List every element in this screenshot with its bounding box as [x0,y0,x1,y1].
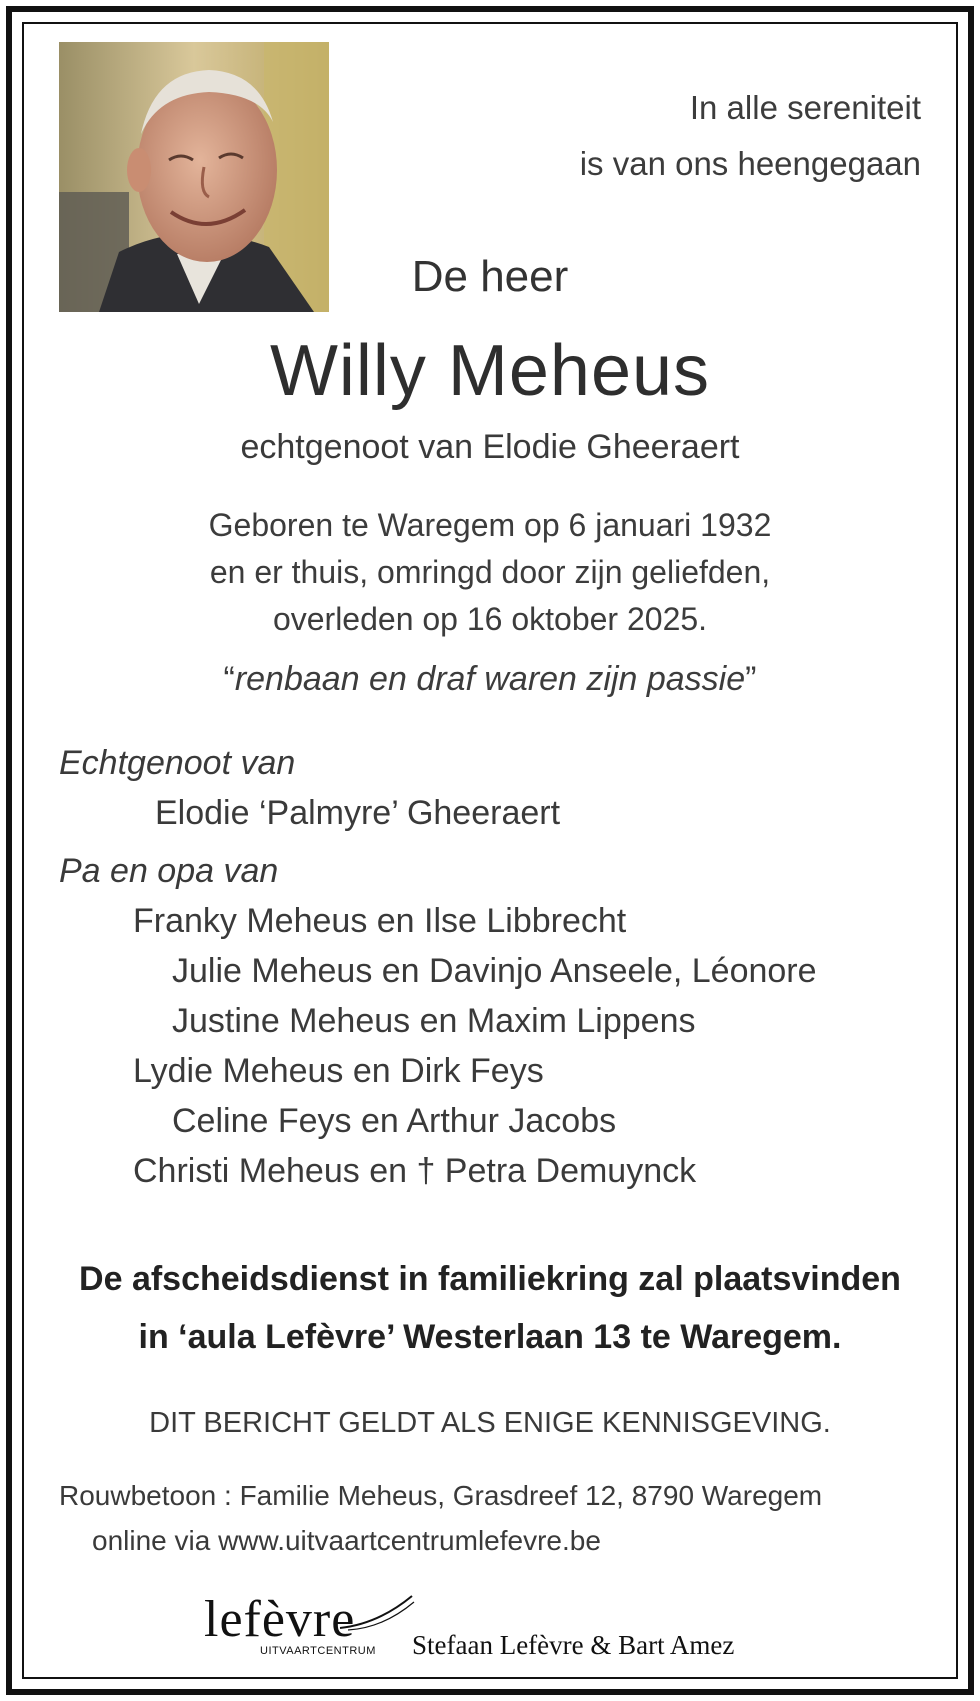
family-member: Franky Meheus en Ilse Libbrecht [133,902,627,940]
family-member: Christi Meheus en † Petra Demuynck [133,1152,697,1190]
family-member: Celine Feys en Arthur Jacobs [172,1102,617,1140]
logo-swoosh-icon [338,1594,418,1634]
condolence-online-link[interactable]: online via www.uitvaartcentrumlefevre.be [92,1525,601,1556]
spouse-line: echtgenoot van Elodie Gheeraert [240,428,740,466]
funeral-directors: Stefaan Lefèvre & Bart Amez [412,1630,735,1660]
funeral-home-logo-word: lefèvre [204,1591,356,1648]
quote-open-mark: “ [223,660,235,698]
children-heading: Pa en opa van [59,852,279,890]
biography [0,502,980,643]
condolence-address: Rouwbetoon : Familie Meheus, Grasdreef 12, 8790 Waregem [59,1480,823,1511]
announcement-header [580,80,921,192]
bio-line-1: Geboren te Waregem op 6 januari 1932 [208,507,772,543]
spouse-name: Elodie ‘Palmyre’ Gheeraert [155,794,561,832]
quote-close-mark: ” [745,660,757,698]
funeral-home-logo-subtitle: UITVAARTCENTRUM [260,1645,376,1657]
bio-line-3: overleden op 16 oktober 2025. [272,601,708,637]
family-member: Lydie Meheus en Dirk Feys [133,1052,544,1090]
bio-line-2: en er thuis, omringd door zijn geliefden, [209,554,771,590]
family-member: Justine Meheus en Maxim Lippens [172,1002,696,1040]
deceased-name: Willy Meheus [269,331,711,411]
quote-text: renbaan en draf waren zijn passie [234,660,746,698]
quote [0,660,980,699]
header-line-1: In alle sereniteit [689,89,921,126]
service-line-1: De afscheidsdienst in familiekring zal plaatsvinden [79,1260,901,1298]
header-line-2: is van ons heengegaan [579,145,921,182]
family-member: Julie Meheus en Davinjo Anseele, Léonore [172,952,817,990]
service-line-2: in ‘aula Lefèvre’ Westerlaan 13 te Waregem. [138,1318,842,1356]
service-announcement [0,1250,980,1366]
honorific-title: De heer [411,252,569,301]
notice-line: DIT BERICHT GELDT ALS ENIGE KENNISGEVING. [149,1407,831,1439]
spouse-heading: Echtgenoot van [59,744,296,782]
